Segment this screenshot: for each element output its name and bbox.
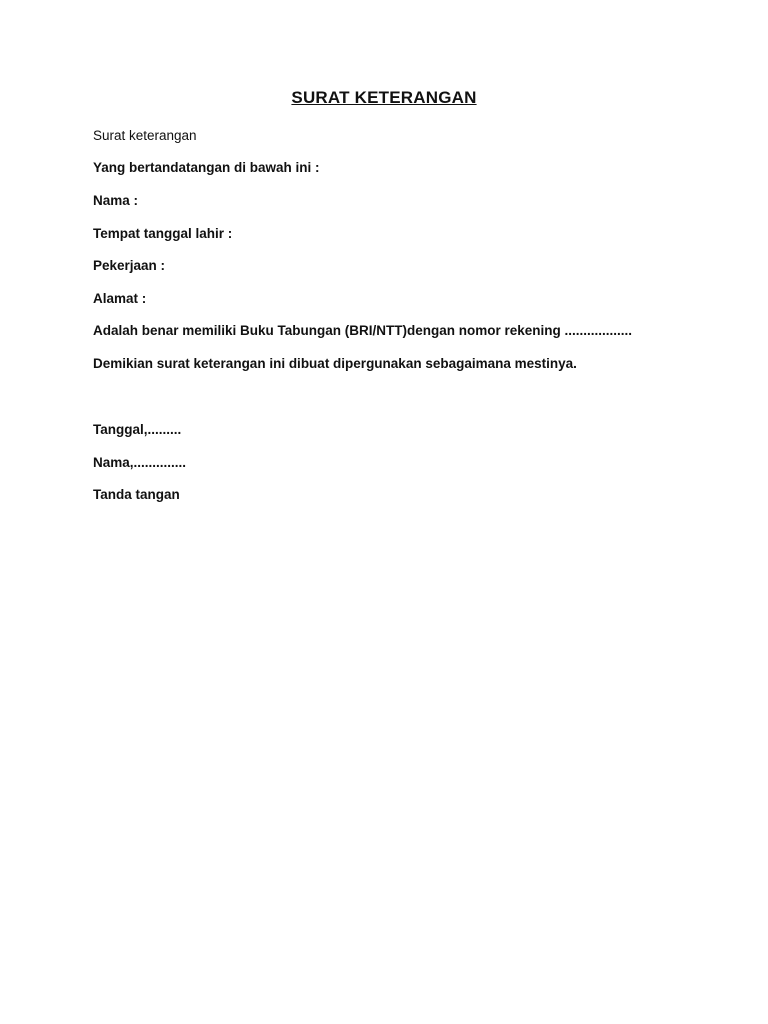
closing-statement-line: Demikian surat keterangan ini dibuat dipergunakan sebagaimana mestinya. xyxy=(93,356,577,371)
birth-place-date-label: Tempat tanggal lahir : xyxy=(93,226,233,241)
account-statement-line: Adalah benar memiliki Buku Tabungan (BRI/NTT)dengan nomor rekening .................. xyxy=(93,323,633,338)
intro-text: Surat keterangan xyxy=(93,128,197,143)
document-title: SURAT KETERANGAN xyxy=(291,88,477,107)
signature-line: Tanda tangan xyxy=(93,487,180,502)
occupation-label: Pekerjaan : xyxy=(93,258,166,273)
name-field-label: Nama : xyxy=(93,193,139,208)
date-line: Tanggal,......... xyxy=(93,422,182,437)
statement-line: Yang bertandatangan di bawah ini : xyxy=(93,160,320,175)
signer-name-line: Nama,.............. xyxy=(93,455,187,470)
address-label: Alamat : xyxy=(93,291,147,306)
